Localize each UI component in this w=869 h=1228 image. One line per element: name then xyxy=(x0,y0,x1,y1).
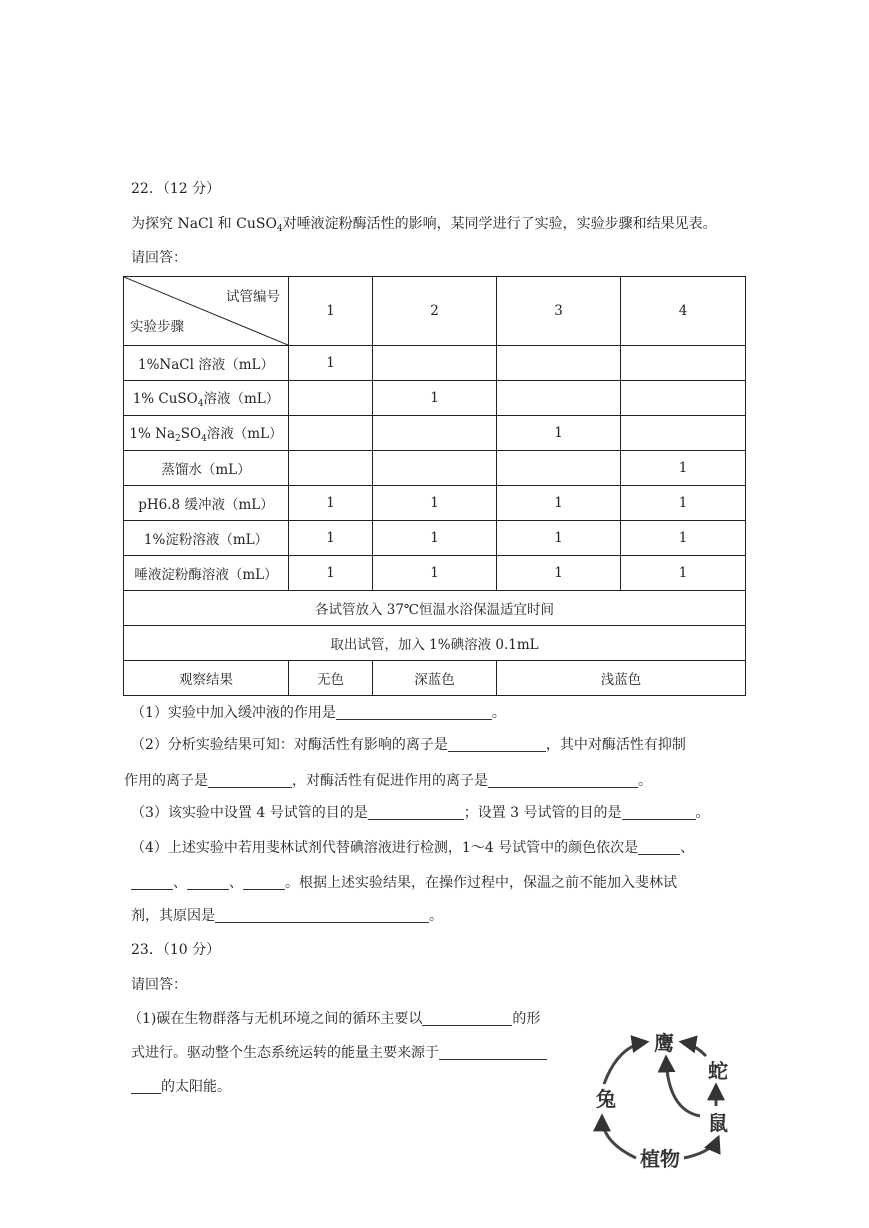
row-label: 唾液淀粉酶溶液（mL） xyxy=(124,556,289,591)
q22-part4-cont: 、 、 。根据上述实验结果，在操作过程中，保温之前不能加入斐林试 xyxy=(131,873,677,893)
table-row xyxy=(124,381,746,416)
q23-header: 23．（10 分） xyxy=(131,942,221,958)
answer-blank[interactable] xyxy=(131,874,173,890)
food-web-diagram xyxy=(588,1022,738,1176)
q22-part3: （3）该实验中设置 4 号试管的目的是 ；设置 3 号试管的目的是 。 xyxy=(131,805,710,821)
table-cell xyxy=(621,346,746,381)
tube-number-label: 试管编号 xyxy=(226,289,280,305)
table-cell: 1 xyxy=(373,486,497,521)
table-cell: 1 xyxy=(621,486,746,521)
step-label: 实验步骤 xyxy=(130,319,184,335)
table-row-merged xyxy=(124,591,746,626)
answer-blank[interactable] xyxy=(336,704,492,720)
result-cell: 深蓝色 xyxy=(373,661,497,696)
q22-part4: （4）上述实验中若用斐林试剂代替碘溶液进行检测，1～4 号试管中的颜色依次是 、 xyxy=(131,840,695,856)
answer-blank[interactable] xyxy=(422,1010,512,1026)
tube-header: 2 xyxy=(373,277,497,346)
table-row xyxy=(124,416,746,451)
table-cell: 1 xyxy=(497,486,621,521)
arrow-plant-to-mouse xyxy=(684,1138,718,1158)
table-cell xyxy=(497,381,621,416)
result-cell: 无色 xyxy=(289,661,373,696)
merged-step-iodine: 取出试管，加入 1%碘溶液 0.1mL xyxy=(124,626,746,661)
answer-blank[interactable] xyxy=(131,1078,161,1094)
answer-blank[interactable] xyxy=(208,772,292,788)
table-cell xyxy=(373,451,497,486)
q22-intro: 为探究 NaCl 和 CuSO$_4$对唾液淀粉酶活性的影响，某同学进行了实验，实验步骤和结果见表。 xyxy=(131,216,717,234)
answer-blank[interactable] xyxy=(439,1044,547,1060)
answer-blank[interactable] xyxy=(448,736,546,752)
merged-step-incubate: 各试管放入 37℃恒温水浴保温适宜时间 xyxy=(124,591,746,626)
table-cell xyxy=(497,451,621,486)
table-cell: 1 xyxy=(497,521,621,556)
table-row xyxy=(124,451,746,486)
node-mouse: 鼠 xyxy=(708,1111,728,1135)
table-cell: 1 xyxy=(289,521,373,556)
q23-part1-cont2: 的太阳能。 xyxy=(131,1077,231,1097)
q22-part2: （2）分析实验结果可知：对酶活性有影响的离子是 ，其中对酶活性有抑制 xyxy=(131,737,686,753)
food-web-svg xyxy=(588,1022,738,1172)
table-cell: 1 xyxy=(621,451,746,486)
table-cell: 1 xyxy=(621,521,746,556)
arrow-mouse-to-eagle xyxy=(666,1058,700,1116)
answer-blank[interactable] xyxy=(187,874,229,890)
table-cell xyxy=(497,346,621,381)
table-cell xyxy=(373,416,497,451)
answer-blank[interactable] xyxy=(215,907,429,923)
table-cell xyxy=(289,381,373,416)
q22-part4-cont2: 剂，其原因是 。 xyxy=(131,908,443,924)
diagonal-header-cell xyxy=(124,277,289,346)
result-cell: 浅蓝色 xyxy=(497,661,746,696)
table-row-merged xyxy=(124,626,746,661)
table-header-row xyxy=(124,277,746,346)
table-cell: 1 xyxy=(289,486,373,521)
tube-header: 3 xyxy=(497,277,621,346)
experiment-table xyxy=(123,276,746,696)
table-cell xyxy=(621,416,746,451)
table-cell: 1 xyxy=(373,381,497,416)
table-cell xyxy=(373,346,497,381)
answer-blank[interactable] xyxy=(488,772,638,788)
arrow-snake-to-eagle xyxy=(682,1042,706,1056)
arrow-plant-to-rabbit xyxy=(602,1117,636,1158)
table-row xyxy=(124,486,746,521)
table-cell: 1 xyxy=(621,556,746,591)
table-row xyxy=(124,521,746,556)
node-snake: 蛇 xyxy=(708,1059,728,1083)
row-label: 1%淀粉溶液（mL） xyxy=(124,521,289,556)
node-rabbit: 兔 xyxy=(596,1087,616,1111)
node-plant: 植物 xyxy=(640,1147,680,1171)
row-label: pH6.8 缓冲液（mL） xyxy=(124,486,289,521)
q23-part1: （1)碳在生物群落与无机环境之间的循环主要以 的形 xyxy=(128,1011,541,1027)
q23-part1-cont: 式进行。驱动整个生态系统运转的能量主要来源于 xyxy=(131,1043,547,1063)
arrow-rabbit-to-eagle xyxy=(604,1042,646,1084)
row-label: 1% CuSO$_4$溶液（mL） xyxy=(124,381,289,416)
q23-ask: 请回答： xyxy=(131,977,187,993)
table-cell: 1 xyxy=(373,556,497,591)
answer-blank[interactable] xyxy=(638,839,680,855)
table-cell: 1 xyxy=(497,556,621,591)
tube-header: 1 xyxy=(289,277,373,346)
row-label: 蒸馏水（mL） xyxy=(124,451,289,486)
answer-blank[interactable] xyxy=(368,804,464,820)
table-cell: 1 xyxy=(289,346,373,381)
answer-blank[interactable] xyxy=(243,874,285,890)
row-label: 1% $Na_2SO_4$溶液（mL） xyxy=(124,416,289,451)
table-row-results xyxy=(124,661,746,696)
q22-header: 22．（12 分） xyxy=(131,181,221,197)
table-cell xyxy=(621,381,746,416)
q22-ask: 请回答： xyxy=(131,250,187,266)
node-eagle: 鹰 xyxy=(654,1031,674,1055)
tube-header: 4 xyxy=(621,277,746,346)
table-row xyxy=(124,556,746,591)
table-row xyxy=(124,346,746,381)
q22-part1: （1）实验中加入缓冲液的作用是 。 xyxy=(131,705,506,721)
answer-blank[interactable] xyxy=(622,804,696,820)
table-cell: 1 xyxy=(373,521,497,556)
row-label: 1%NaCl 溶液（mL） xyxy=(124,346,289,381)
table-cell xyxy=(289,451,373,486)
row-label: 观察结果 xyxy=(124,661,289,696)
table-cell xyxy=(289,416,373,451)
table-cell: 1 xyxy=(497,416,621,451)
table-cell: 1 xyxy=(289,556,373,591)
q22-part2-cont: 作用的离子是 ，对酶活性有促进作用的离子是 。 xyxy=(124,773,652,789)
